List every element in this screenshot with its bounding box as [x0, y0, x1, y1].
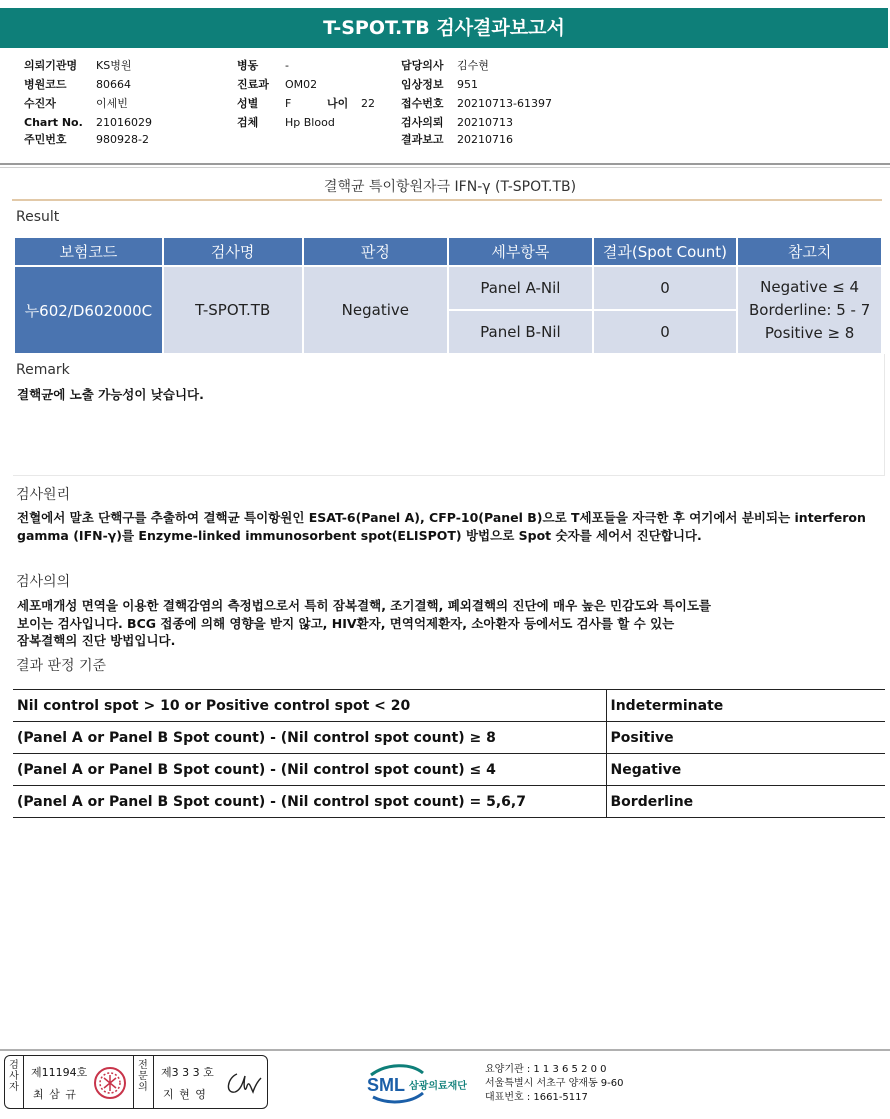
lab-info-line: 서울특별시 서초구 양재동 9-60 — [485, 1078, 624, 1089]
info-value: 김수현 — [457, 59, 489, 72]
verifier-name: 지 현 영 — [163, 1088, 207, 1101]
significance-line: 보이는 검사입니다. BCG 접종에 의해 영향을 받지 않고, HIV환자, 면역억제환자, 소아환자 등에서도 검사를 할 수 있는 — [17, 615, 675, 631]
spot-count: 0 — [593, 266, 738, 310]
logo-text: SML — [367, 1075, 405, 1095]
patient-info — [0, 56, 890, 152]
divider — [0, 163, 890, 165]
significance-label: 검사의의 — [16, 574, 71, 590]
info-label: 의뢰기관명 — [24, 59, 78, 72]
criteria-condition: (Panel A or Panel B Spot count) - (Nil control spot count) ≤ 4 — [13, 754, 606, 786]
signature-box — [4, 1055, 268, 1109]
significance-line: 잠복결핵의 진단 방법입니다. — [17, 633, 176, 648]
criteria-result: Borderline — [606, 786, 885, 818]
criteria-result: Negative — [606, 754, 885, 786]
detail-item: Panel B-Nil — [448, 310, 593, 354]
divider — [12, 199, 882, 201]
result-table — [13, 236, 883, 355]
divider — [0, 167, 890, 168]
test-subtitle: 결핵균 특이항원자극 IFN-γ (T-SPOT.TB) — [323, 179, 577, 195]
info-column-3 — [401, 56, 552, 149]
remark-label: Remark — [16, 362, 70, 378]
examiner-label: 검 사 자 — [9, 1060, 19, 1093]
examiner-name: 최 삼 규 — [33, 1088, 77, 1101]
info-column-2 — [237, 56, 375, 132]
table-row — [13, 786, 885, 818]
remark-text: 결핵균에 노출 가능성이 낮습니다. — [17, 387, 204, 402]
info-value: OM02 — [285, 78, 318, 91]
info-label: Chart No. — [24, 116, 83, 129]
info-value: 21016029 — [96, 116, 152, 129]
footer-divider — [0, 1049, 890, 1051]
reference-values — [737, 266, 882, 354]
column-header: 세부항목 — [448, 237, 593, 266]
column-header: 보험코드 — [14, 237, 163, 266]
detail-item: Panel A-Nil — [448, 266, 593, 310]
significance-text — [17, 597, 889, 650]
criteria-condition: (Panel A or Panel B Spot count) - (Nil control spot count) = 5,6,7 — [13, 786, 606, 818]
info-value: - — [285, 59, 289, 72]
insurance-code: 누602/D602000C — [14, 266, 163, 354]
info-value: 20210713-61397 — [457, 97, 552, 110]
info-value: Hp Blood — [285, 116, 335, 129]
info-value: 20210713 — [457, 116, 513, 129]
column-header: 검사명 — [163, 237, 303, 266]
column-header: 참고치 — [737, 237, 882, 266]
column-header: 결과(Spot Count) — [593, 237, 738, 266]
remark-box — [13, 354, 885, 476]
org-name: 삼광의료재단 — [409, 1081, 467, 1092]
criteria-result: Positive — [606, 722, 885, 754]
criteria-result: Indeterminate — [606, 690, 885, 722]
info-value: F — [285, 97, 292, 110]
info-label: 병동 — [237, 59, 259, 72]
info-value: 80664 — [96, 78, 131, 91]
divider — [133, 1056, 134, 1108]
info-label: 진료과 — [237, 78, 269, 91]
divider — [153, 1056, 154, 1108]
info-label: 주민번호 — [24, 133, 67, 146]
reference-line: Borderline: 5 - 7 — [749, 300, 871, 319]
age-value: 22 — [361, 97, 375, 110]
criteria-table — [13, 689, 885, 818]
principle-text — [17, 509, 889, 544]
column-header: 판정 — [303, 237, 449, 266]
info-label: 결과보고 — [401, 133, 444, 146]
info-label: 성별 — [237, 97, 259, 110]
info-label: 검체 — [237, 116, 259, 129]
significance-line: 세포매개성 면역을 이용한 결핵감염의 측정법으로서 특히 잠복결핵, 조기결핵, 폐외결핵의 진단에 매우 높은 민감도와 특이도를 — [17, 598, 711, 613]
info-value: KS병원 — [96, 59, 132, 72]
divider — [23, 1056, 24, 1108]
principle-label: 검사원리 — [16, 487, 71, 503]
result-section-label: Result — [16, 209, 60, 225]
info-value: 980928-2 — [96, 133, 149, 146]
info-label: 검사의뢰 — [401, 116, 444, 129]
test-name: T-SPOT.TB — [163, 266, 303, 354]
lab-info — [485, 1063, 624, 1105]
examiner-number: 제11194호 — [31, 1066, 88, 1079]
age-label: 나이 — [327, 97, 349, 110]
info-label: 담당의사 — [401, 59, 444, 72]
spot-count: 0 — [593, 310, 738, 354]
judgement: Negative — [303, 266, 449, 354]
signature-icon — [223, 1068, 263, 1100]
verifier-label: 전 문 의 — [138, 1060, 148, 1093]
info-label: 임상정보 — [401, 78, 444, 91]
info-column-1 — [24, 56, 152, 149]
info-value: 951 — [457, 78, 478, 91]
table-row — [13, 722, 885, 754]
info-label: 접수번호 — [401, 97, 444, 110]
report-title: T-SPOT.TB 검사결과보고서 — [0, 8, 888, 48]
info-label: 병원코드 — [24, 78, 67, 91]
principle-line: gamma (IFN-γ)를 Enzyme-linked immunosorbent spot(ELISPOT) 방법으로 Spot 숫자를 세어서 진단합니다. — [17, 527, 702, 543]
criteria-label: 결과 판정 기준 — [16, 658, 107, 674]
table-row — [13, 754, 885, 786]
info-value: 20210716 — [457, 133, 513, 146]
table-row — [13, 690, 885, 722]
criteria-condition: (Panel A or Panel B Spot count) - (Nil control spot count) ≥ 8 — [13, 722, 606, 754]
info-label: 수진자 — [24, 97, 56, 110]
verifier-number: 제3 3 3 호 — [161, 1066, 214, 1079]
lab-info-line: 요양기관 : 1 1 3 6 5 2 0 0 — [485, 1064, 607, 1075]
seal-icon — [93, 1066, 127, 1100]
reference-line: Negative ≤ 4 — [760, 277, 860, 296]
lab-info-line: 대표번호 : 1661-5117 — [485, 1092, 588, 1103]
result-header-row — [14, 237, 882, 266]
reference-line: Positive ≥ 8 — [764, 323, 855, 342]
criteria-condition: Nil control spot > 10 or Positive control spot < 20 — [13, 690, 606, 722]
table-row — [14, 266, 882, 310]
principle-line: 전혈에서 말초 단핵구를 추출하여 결핵균 특이항원인 ESAT-6(Panel A), CFP-10(Panel B)으로 T세포들을 자극한 후 여기에서 분비되는 interferon — [17, 510, 866, 525]
info-value: 이세빈 — [96, 97, 128, 110]
